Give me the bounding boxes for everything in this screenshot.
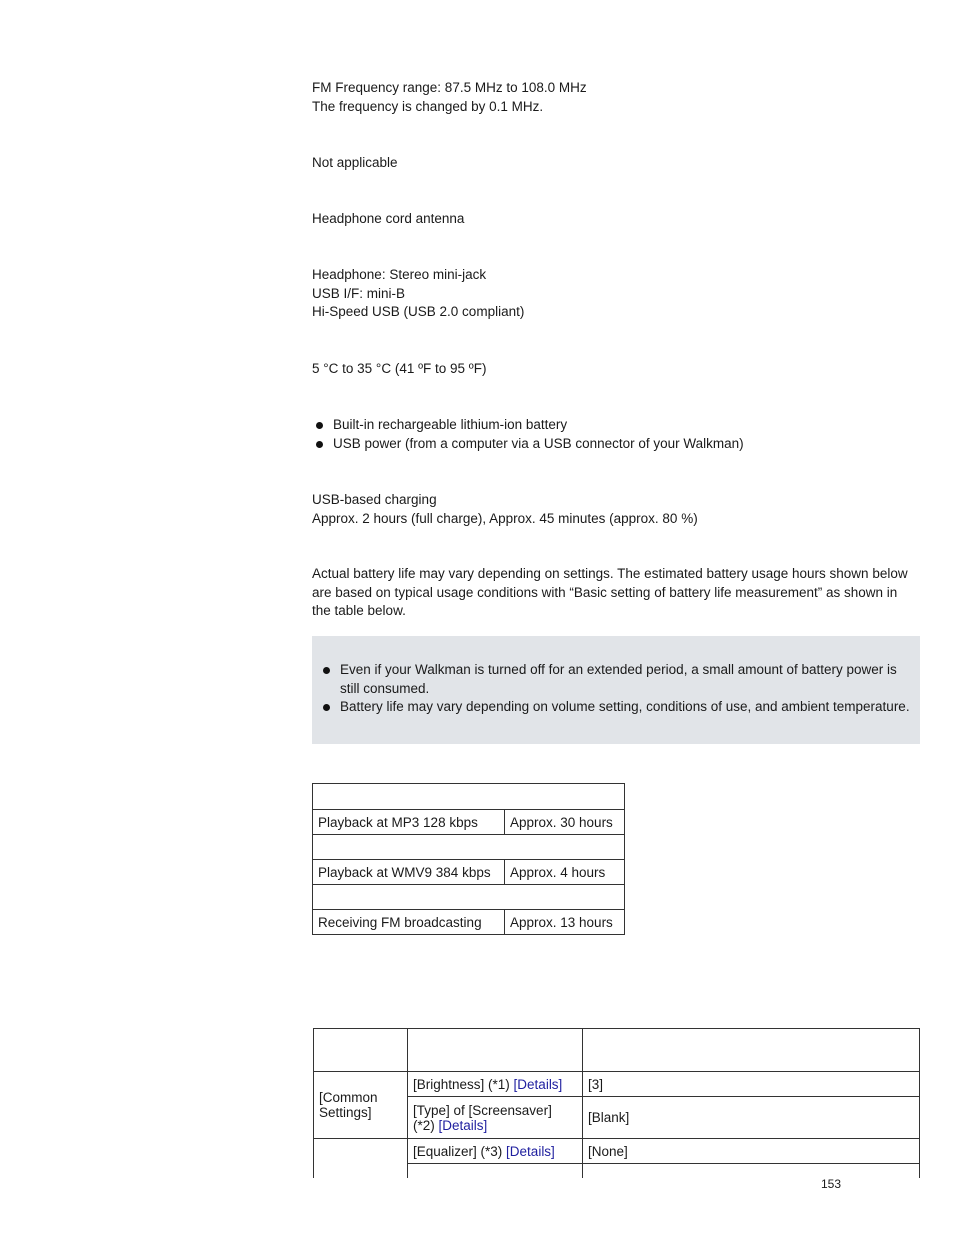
table-cell: Playback at MP3 128 kbps <box>313 810 505 835</box>
note-list <box>319 661 914 717</box>
interface-block <box>312 266 524 322</box>
setting-name: [Type] of [Screensaver] (*2) <box>413 1102 552 1133</box>
headphone-jack-text: Headphone: Stereo mini-jack <box>312 267 487 282</box>
table-cell: [None] <box>583 1139 920 1164</box>
battery-life-table <box>312 783 625 935</box>
table-cell: Approx. 30 hours <box>505 810 625 835</box>
details-link[interactable]: [Details] <box>506 1143 555 1159</box>
table-cell: Approx. 4 hours <box>505 860 625 885</box>
hi-speed-usb-text: Hi-Speed USB (USB 2.0 compliant) <box>312 304 525 319</box>
charging-method-text: USB-based charging <box>312 492 437 507</box>
list-item: USB power (from a computer via a USB connector of your Walkman) <box>312 435 744 454</box>
note-box <box>312 636 920 744</box>
battery-intro-text: Actual battery life may vary depending on settings. The estimated battery usage hours shown below are based on typical usage conditions with “Basic setting of battery life measurement” as shown in the table below. <box>312 566 908 618</box>
common-settings-cell: [Common Settings] <box>314 1072 408 1139</box>
list-item: Built-in rechargeable lithium-ion battery <box>312 416 744 435</box>
table-row <box>314 1072 920 1097</box>
temperature-text: 5 °C to 35 °C (41 ºF to 95 ºF) <box>312 361 487 376</box>
table-cell <box>408 1097 583 1139</box>
table-cell: [Blank] <box>583 1097 920 1139</box>
table-header-row <box>313 784 625 810</box>
table-header-row <box>313 885 625 910</box>
table-header-row <box>314 1029 920 1072</box>
table-row <box>314 1139 920 1164</box>
charging-block <box>312 491 698 528</box>
table-cell <box>408 1072 583 1097</box>
setting-name: [Equalizer] (*3) <box>413 1143 507 1159</box>
table-cell: [3] <box>583 1072 920 1097</box>
table-row <box>313 860 625 885</box>
fm-range-text: FM Frequency range: 87.5 MHz to 108.0 MHz <box>312 80 587 95</box>
table-cell: Approx. 13 hours <box>505 910 625 935</box>
charging-time-text: Approx. 2 hours (full charge), Approx. 45 minutes (approx. 80 %) <box>312 510 698 526</box>
table-header-row <box>313 835 625 860</box>
antenna-text: Headphone cord antenna <box>312 211 465 226</box>
table-cell: Playback at WMV9 384 kbps <box>313 860 505 885</box>
list-item: Even if your Walkman is turned off for an extended period, a small amount of battery power is still consumed. <box>319 661 914 698</box>
fm-frequency-block <box>312 79 587 116</box>
usb-if-text: USB I/F: mini-B <box>312 285 406 301</box>
fm-step-text: The frequency is changed by 0.1 MHz. <box>312 98 544 114</box>
page-footer <box>0 1178 954 1235</box>
setting-name: [Brightness] (*1) <box>413 1076 514 1092</box>
list-item: Battery life may vary depending on volume setting, conditions of use, and ambient temperature. <box>319 698 914 717</box>
table-row <box>313 910 625 935</box>
table-row <box>313 810 625 835</box>
not-applicable-text: Not applicable <box>312 155 398 170</box>
power-source-list <box>312 416 744 453</box>
details-link[interactable]: [Details] <box>513 1076 563 1092</box>
table-cell <box>408 1139 583 1164</box>
details-link[interactable]: [Details] <box>438 1117 488 1133</box>
table-cell: Receiving FM broadcasting <box>313 910 505 935</box>
page-number: 153 <box>821 1177 842 1191</box>
